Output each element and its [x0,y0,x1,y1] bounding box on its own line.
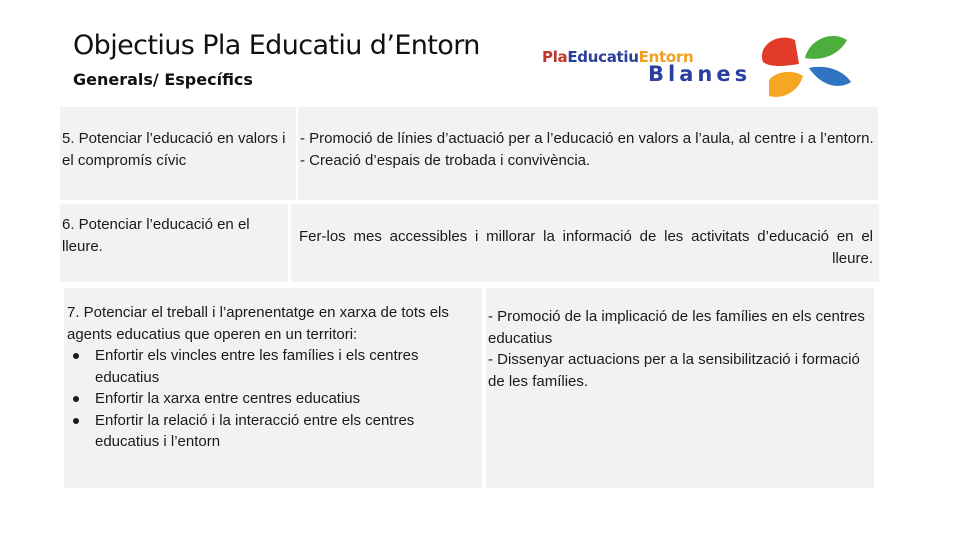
general-objective-7 [64,288,482,488]
specific-objective-5-2: - Creació d’espais de trobada i convivència. [300,151,591,169]
general-objective-7-text: 7. Potenciar el treball i l’aprenentatge en xarxa de tots els agents educatius que operen en un territori: [67,304,449,343]
specific-objective-6-1: Fer-los mes accessibles i millorar la informació de les activitats d’educació en el lleure. [299,228,873,267]
logo-word-pla: Pla [542,48,568,66]
specific-objectives-6 [291,204,879,282]
specific-objective-7-2: - Dissenyar actuacions per a la sensibilització i formació de les famílies. [488,351,860,390]
bullet-text: Enfortir els vincles entre les famílies i els centres educatius [95,347,419,386]
logo-wordmark [540,46,760,106]
logo-word-entorn: Entorn [638,48,694,66]
bullet-icon [73,353,79,359]
general-objective-6-text: 6. Potenciar l’educació en el lleure. [62,216,250,255]
bullet-text: Enfortir la xarxa entre centres educatius [95,390,361,407]
logo-petal-blue [809,67,851,86]
general-objective-5 [60,107,296,200]
logo-word-educatiu: Educatiu [567,48,639,66]
specific-objective-7-1: - Promoció de la implicació de les famílies en els centres educatius [488,308,865,347]
specific-objective-5-1: - Promoció de línies d’actuació per a l’educació en valors a l’aula, al centre i a l’entorn. [300,130,874,147]
specific-objectives-7 [486,288,874,488]
bullet-icon [73,418,79,424]
page-subtitle: Generals/ Específics [73,70,253,89]
general-objective-6 [60,204,288,282]
logo-petal-green [805,36,847,59]
general-objective-5-text: 5. Potenciar l’educació en valors i el compromís cívic [62,130,286,169]
list-item [67,345,482,388]
pla-educatiu-logo [540,28,860,108]
bullet-text: Enfortir la relació i la interacció entre els centres educatius i l’entorn [95,411,415,450]
logo-petals-icon [755,28,855,108]
page-title: Objectius Pla Educatiu d’Entorn [73,30,480,61]
logo-petal-orange [769,72,803,97]
general-objective-7-bullets [67,345,482,453]
logo-petal-red [762,38,799,66]
bullet-icon [73,396,79,402]
list-item [67,410,482,453]
specific-objectives-5 [298,107,878,200]
logo-word-blanes: Blanes [648,62,752,86]
list-item [67,388,482,410]
